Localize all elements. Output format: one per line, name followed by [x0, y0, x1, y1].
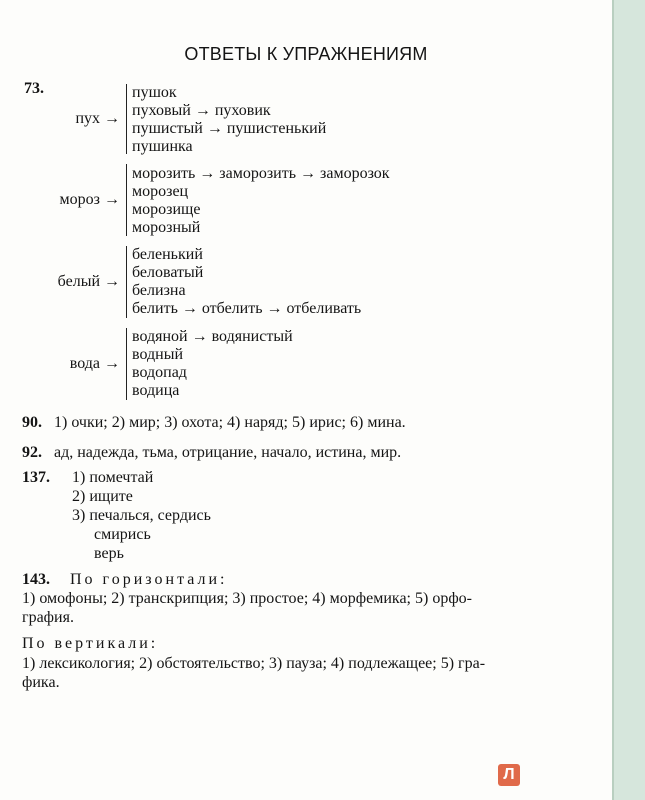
derived-word: водяной → водянистый — [132, 328, 293, 345]
derived-word: водица — [132, 382, 180, 399]
exercise-137-number: 137. — [22, 469, 50, 486]
derived-word: морозный — [132, 219, 201, 236]
group-bracket — [126, 84, 127, 154]
group-bracket — [126, 164, 127, 236]
derived-word: морозище — [132, 201, 201, 218]
derived-word: беловатый — [132, 264, 204, 281]
root-word-pukh: пух → — [75, 110, 120, 127]
exercise-137-line: верь — [94, 545, 124, 562]
root-word-belyi: белый → — [57, 273, 120, 290]
derived-word: белить → отбелить → отбеливать — [132, 300, 362, 317]
derived-word: беленький — [132, 246, 203, 263]
exercise-90-answer: 1) очки; 2) мир; 3) охота; 4) наряд; 5) ирис; 6) мина. — [54, 414, 406, 431]
derived-word: морозец — [132, 183, 189, 200]
publisher-logo-icon: Л — [498, 764, 520, 786]
root-word-voda: вода → — [69, 355, 120, 372]
derived-word: пушок — [132, 84, 177, 101]
group-bracket — [126, 246, 127, 318]
horizontal-label: По горизонтали: — [70, 571, 228, 588]
root-word-moroz: мороз → — [59, 191, 120, 208]
group-bracket — [126, 328, 127, 400]
derived-word: водный — [132, 346, 183, 363]
derived-word: пушистый → пушистенький — [132, 120, 327, 137]
exercise-73-number: 73. — [24, 80, 44, 97]
exercise-92-number: 92. — [22, 444, 42, 461]
derived-word: пуховый → пуховик — [132, 102, 271, 119]
horizontal-answer-line: 1) омофоны; 2) транскрипция; 3) простое; 4) морфемика; 5) орфо- — [22, 590, 473, 607]
exercise-137-line: смирись — [94, 526, 151, 543]
derived-word: белизна — [132, 282, 186, 299]
exercise-92-answer: ад, надежда, тьма, отрицание, начало, истина, мир. — [54, 444, 402, 461]
derived-word: пушинка — [132, 138, 193, 155]
exercise-137-line: 2) ищите — [72, 488, 133, 505]
exercise-90-number: 90. — [22, 414, 42, 431]
derived-word: водопад — [132, 364, 187, 381]
vertical-answer-line: 1) лексикология; 2) обстоятельство; 3) пауза; 4) подлежащее; 5) гра- — [22, 655, 486, 672]
page-heading: ОТВЕТЫ К УПРАЖНЕНИЯМ — [184, 44, 428, 64]
horizontal-answer-line: графия. — [22, 609, 74, 626]
vertical-label: По вертикали: — [22, 635, 159, 652]
vertical-answer-line: фика. — [22, 674, 60, 691]
derived-word: морозить → заморозить → заморозок — [132, 165, 390, 182]
exercise-137-line: 1) помечтай — [72, 469, 154, 486]
exercise-143-number: 143. — [22, 571, 50, 588]
exercise-137-line: 3) печалься, сердись — [72, 507, 211, 524]
